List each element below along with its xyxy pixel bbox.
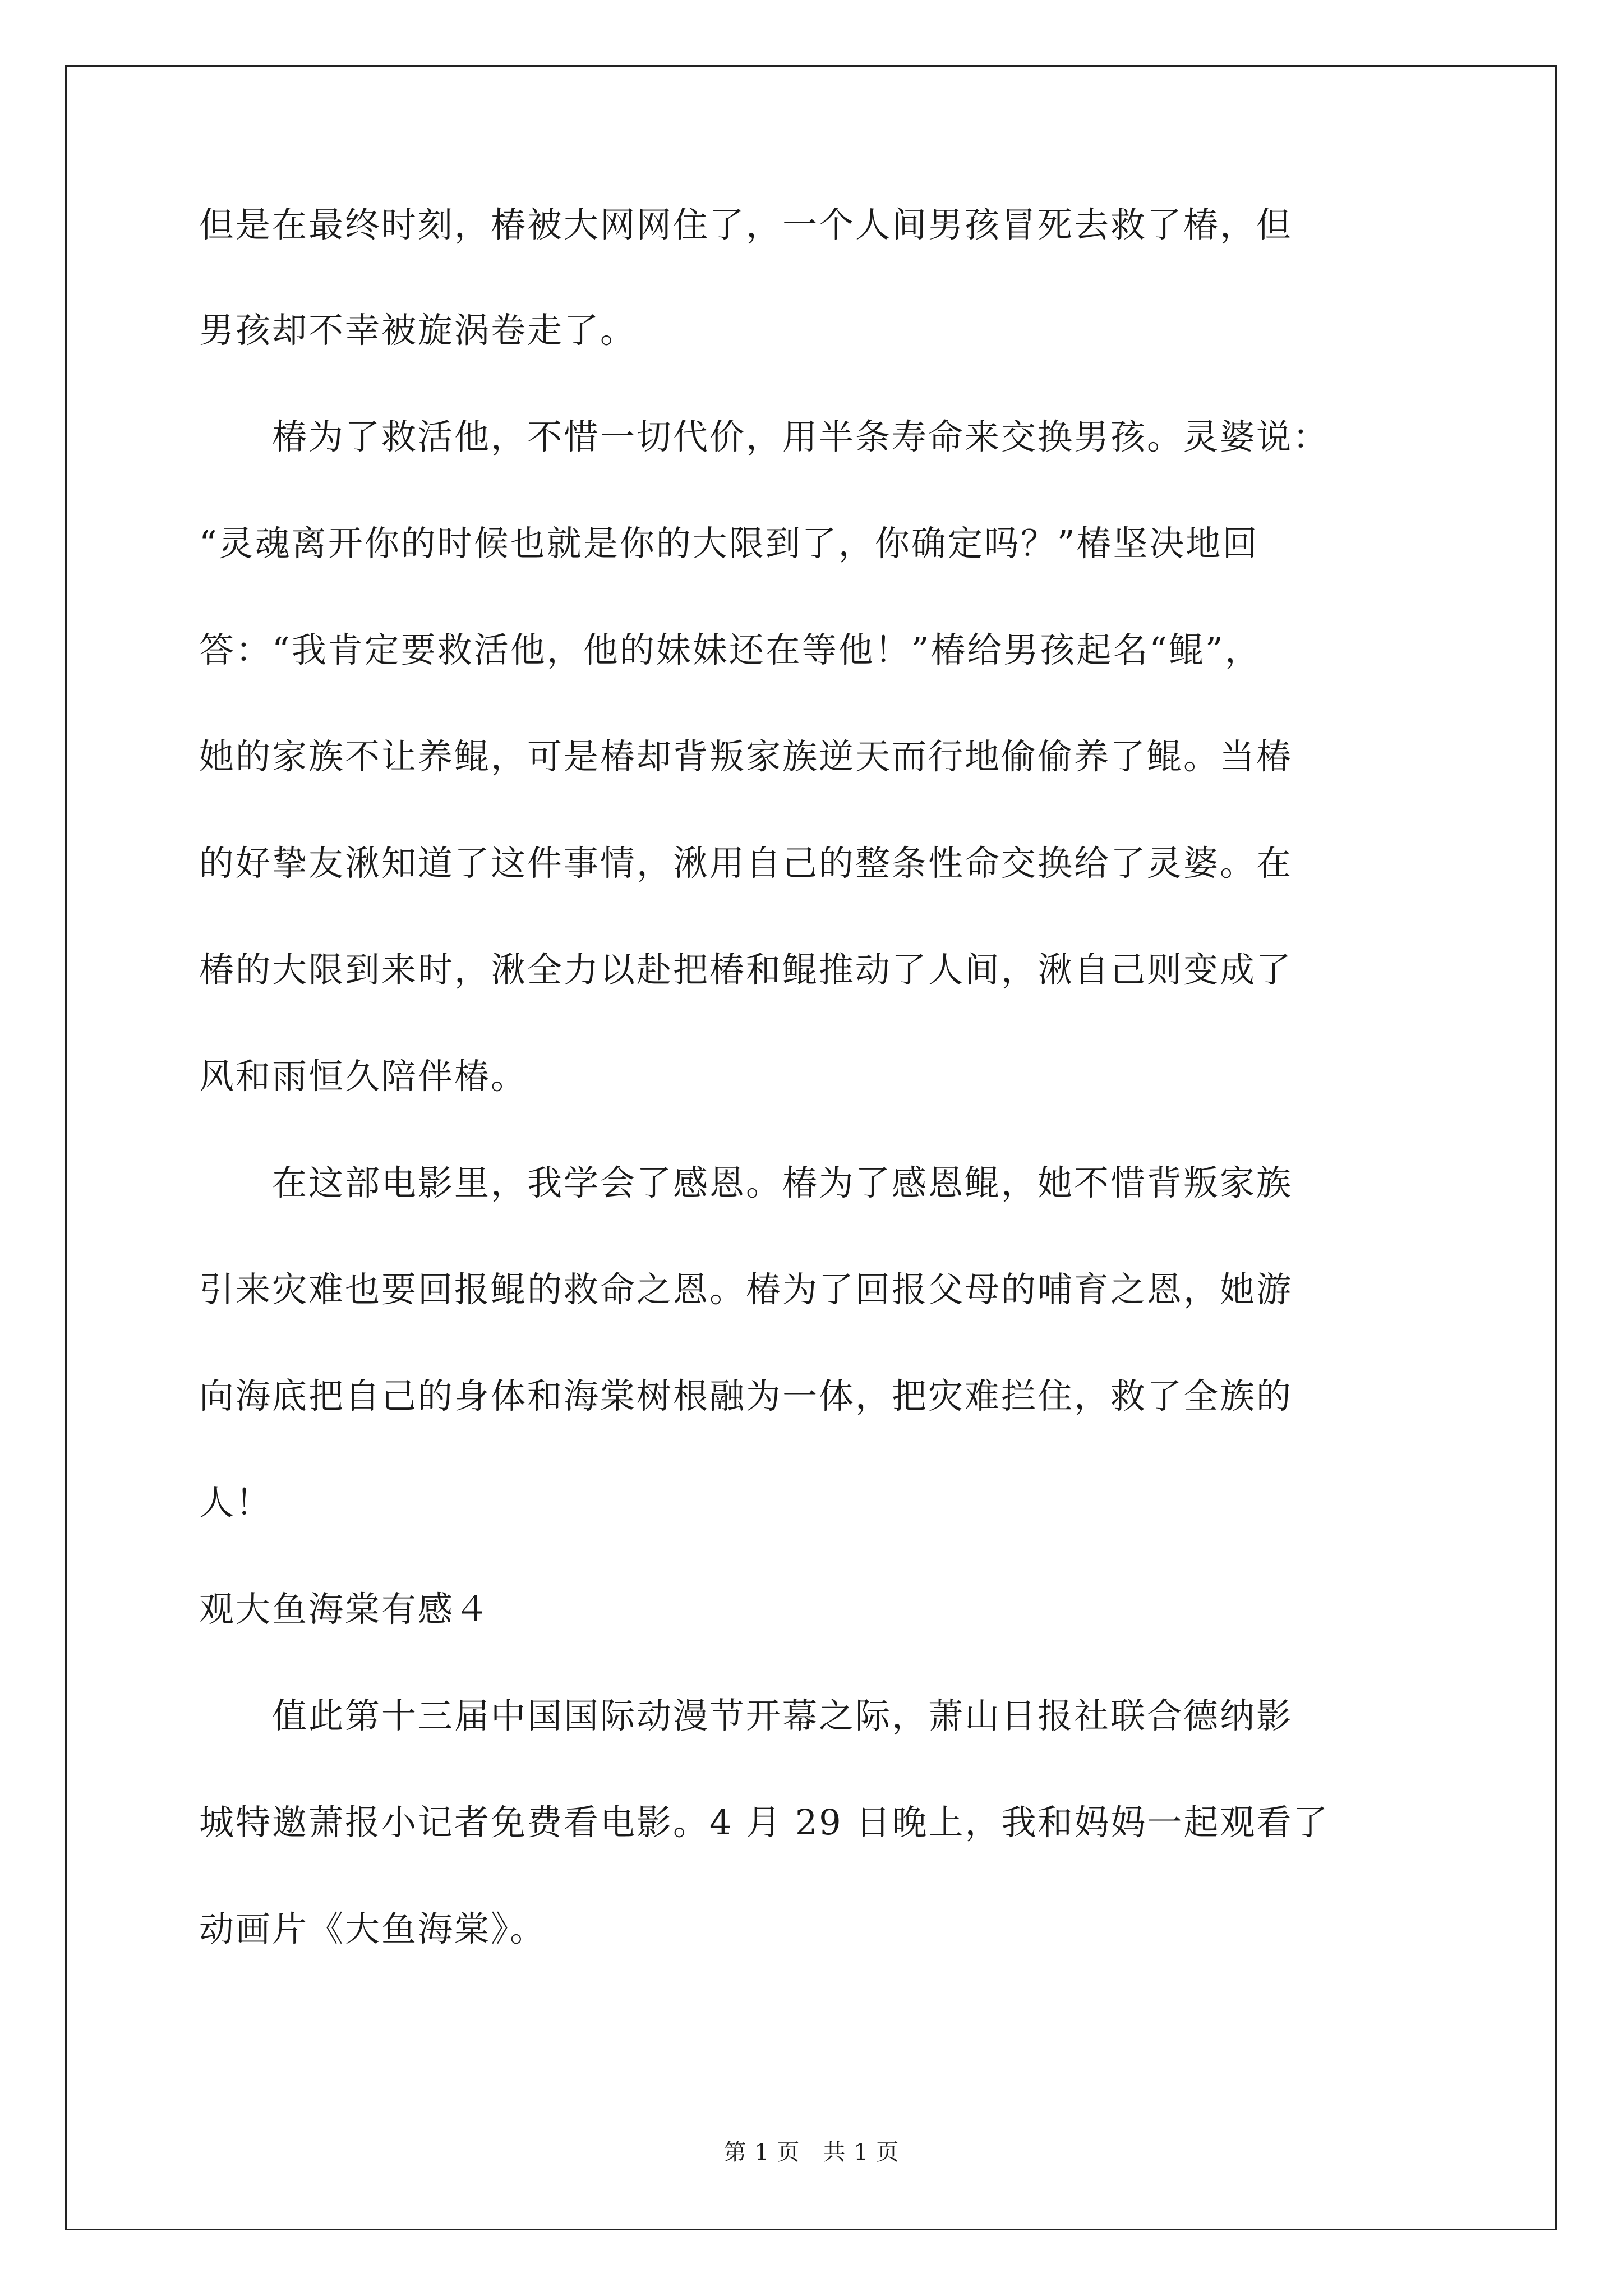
text-line: 向海底把自己的身体和海棠树根融为一体，把灾难拦住，救了全族的: [199, 1375, 1293, 1416]
text-line: 男孩却不幸被旋涡卷走了。: [199, 310, 637, 351]
text-line: 风和雨恒久陪伴椿。: [199, 1056, 528, 1097]
text-line: 椿为了救活他，不惜一切代价，用半条寿命来交换男孩。灵婆说：: [199, 416, 1330, 457]
text-line: “灵魂离开你的时候也就是你的大限到了，你确定吗？”椿坚决地回: [199, 523, 1259, 564]
text-line: 值此第十三届中国国际动漫节开幕之际，萧山日报社联合德纳影: [199, 1695, 1293, 1736]
text-line: 城特邀萧报小记者免费看电影。4 月 29 日晚上，我和妈妈一起观看了: [199, 1802, 1330, 1843]
text-line: 引来灾难也要回报鲲的救命之恩。椿为了回报父母的哺育之恩，她游: [199, 1269, 1293, 1310]
text-line: 她的家族不让养鲲，可是椿却背叛家族逆天而行地偷偷养了鲲。当椿: [199, 736, 1293, 777]
text-line: 在这部电影里，我学会了感恩。椿为了感恩鲲，她不惜背叛家族: [199, 1162, 1293, 1203]
text-line: 答：“我肯定要救活他，他的妹妹还在等他！”椿给男孩起名“鲲”，: [199, 629, 1261, 670]
text-line: 动画片《大鱼海棠》。: [199, 1908, 547, 1949]
text-line: 的好挚友湫知道了这件事情，湫用自己的整条性命交换给了灵婆。在: [199, 843, 1293, 884]
page-border: [65, 65, 1557, 2230]
section-heading: 观大鱼海棠有感４: [199, 1589, 491, 1630]
page-footer: 第 1 页 共 1 页: [723, 2139, 900, 2165]
text-line: 但是在最终时刻，椿被大网网住了，一个人间男孩冒死去救了椿，但: [199, 204, 1293, 245]
text-line: 椿的大限到来时，湫全力以赴把椿和鲲推动了人间，湫自己则变成了: [199, 949, 1293, 990]
text-line: 人！: [199, 1482, 273, 1523]
